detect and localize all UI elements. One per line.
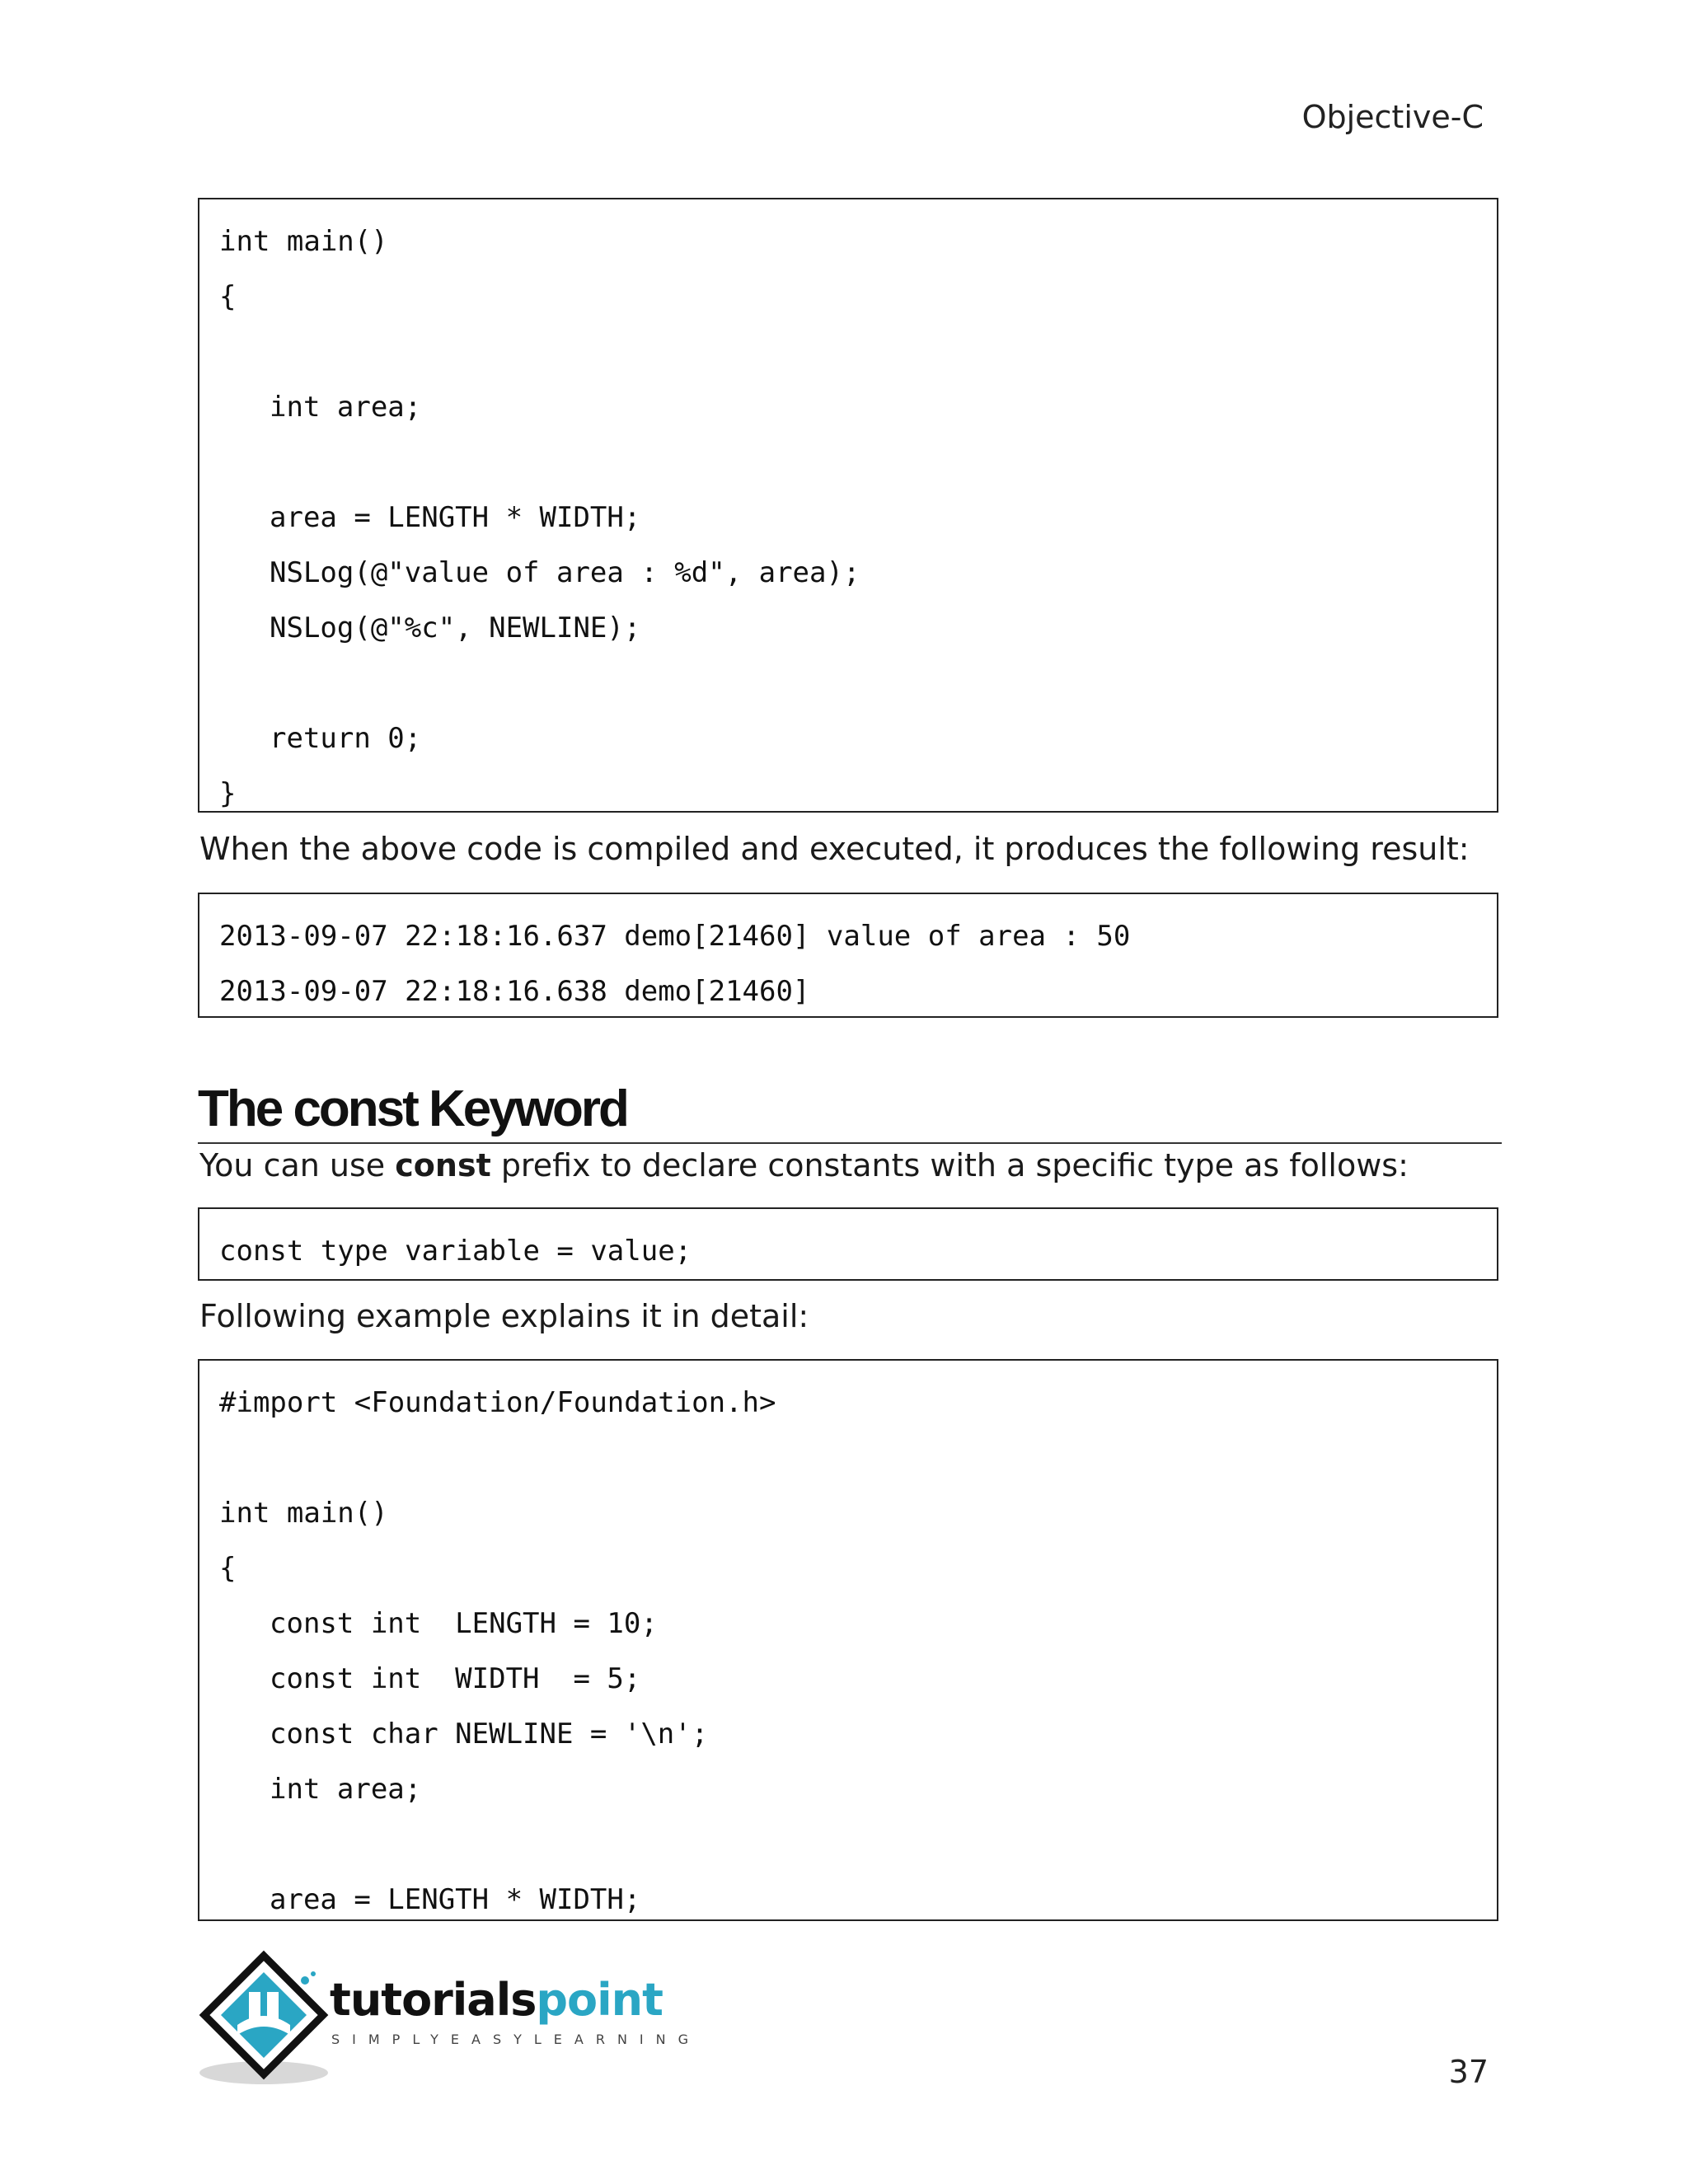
code-block-syntax <box>198 1207 1498 1281</box>
code-line: int area; <box>270 1773 422 1806</box>
output-line: 2013-09-07 22:18:16.638 demo[21460] <box>219 975 810 1008</box>
code-line: int main() <box>219 225 388 258</box>
output-line: 2013-09-07 22:18:16.637 demo[21460] value of area : 50 <box>219 920 1131 953</box>
code-block-const-example <box>198 1359 1498 1921</box>
code-line: } <box>219 777 237 810</box>
logo-wordmark <box>330 1974 663 2026</box>
running-header-title: Objective-C <box>1301 99 1484 135</box>
code-line: #import <Foundation/Foundation.h> <box>219 1386 776 1419</box>
code-line: const int LENGTH = 10; <box>270 1607 658 1640</box>
code-line <box>219 435 1497 490</box>
logo-emblem-icon <box>198 1949 338 2089</box>
code-line: const char NEWLINE = '\n'; <box>270 1718 709 1750</box>
code-line: NSLog(@"%c", NEWLINE); <box>270 612 641 644</box>
code-line: int area; <box>270 391 422 424</box>
example-intro-paragraph: Following example explains it in detail: <box>199 1298 809 1334</box>
para-keyword-bold: const <box>395 1147 491 1183</box>
code-line: int main() <box>219 1497 388 1530</box>
syntax-line: const type variable = value; <box>219 1235 692 1268</box>
para-text: prefix to declare constants with a specific type as follows: <box>490 1147 1409 1183</box>
logo-tagline: SIMPLYEASYLEARNING <box>331 2032 701 2047</box>
para-text: You can use <box>199 1147 396 1183</box>
code-block-output <box>198 893 1498 1018</box>
logo-word-point: point <box>536 1974 663 2026</box>
const-intro-paragraph <box>199 1147 1409 1183</box>
code-line <box>219 325 1497 380</box>
tutorialspoint-logo <box>198 1949 701 2089</box>
code-line <box>219 1817 1497 1872</box>
code-line <box>219 1431 1497 1486</box>
result-intro-paragraph: When the above code is compiled and executed, it produces the following result: <box>199 831 1470 867</box>
code-line: return 0; <box>270 722 422 755</box>
code-line <box>219 656 1497 711</box>
code-line: area = LENGTH * WIDTH; <box>270 1883 641 1916</box>
logo-word-tutorials: tutorials <box>330 1974 537 2026</box>
code-line: { <box>219 1552 237 1585</box>
page-number: 37 <box>1448 2054 1489 2090</box>
code-line: area = LENGTH * WIDTH; <box>270 501 641 534</box>
code-block-main-function <box>198 198 1498 813</box>
code-line: { <box>219 280 237 313</box>
code-line: const int WIDTH = 5; <box>270 1662 641 1695</box>
code-line: NSLog(@"value of area : %d", area); <box>270 556 860 589</box>
section-heading: The const Keyword <box>198 1080 1502 1144</box>
